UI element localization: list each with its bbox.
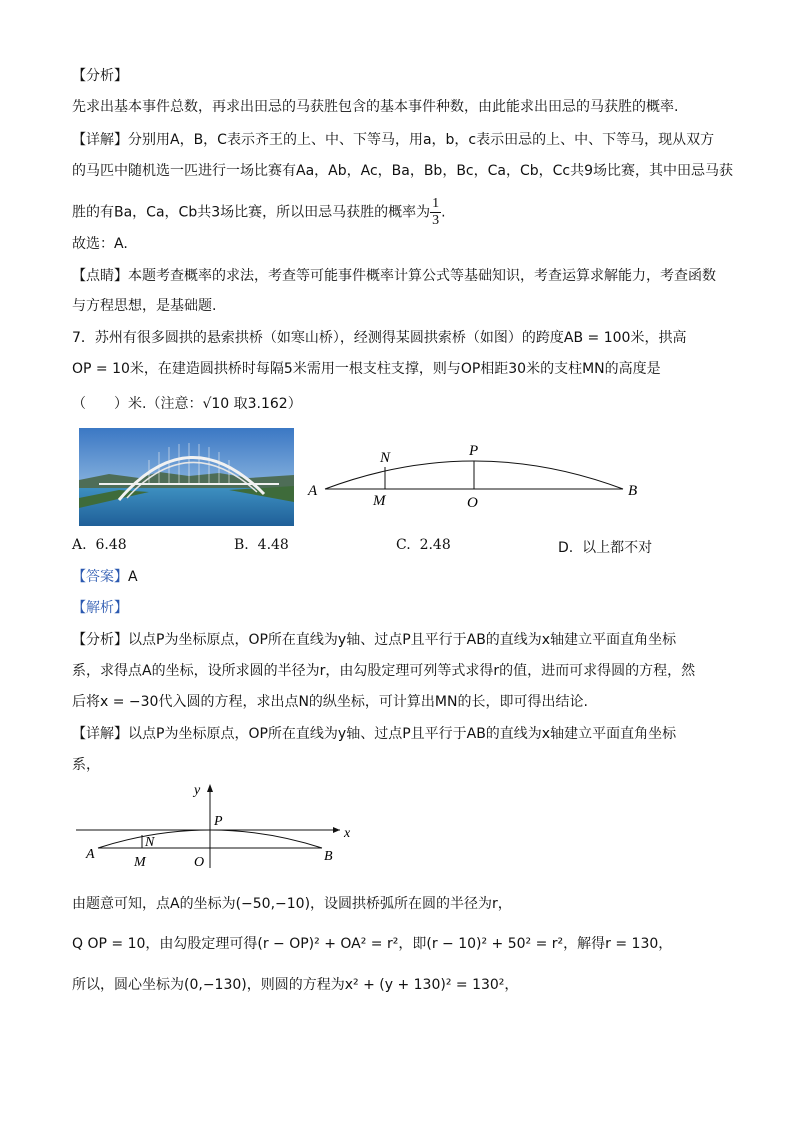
option-c: C. 2.48: [396, 537, 451, 553]
label-o: O: [467, 495, 478, 511]
question-line-2: OP = 10米，在建造圆拱桥时每隔5米需用一根支柱支撑，则与OP相距30米的支柱MN的高度是: [72, 361, 661, 377]
analysis2-line-1: 【分析】以点P为坐标原点，OP所在直线为y轴、过点P且平行于AB的直线为x轴建立平面直角坐标: [72, 632, 677, 648]
label-n: N: [380, 450, 391, 466]
option-d: D. 以上都不对: [558, 540, 653, 556]
comment-line-2: 与方程思想，是基础题.: [72, 298, 217, 314]
question-line-1: 7．苏州有很多圆拱的悬索拱桥（如寒山桥），经测得某圆拱索桥（如图）的跨度AB = 100米，拱高: [72, 330, 687, 346]
detail2-line-1: 【详解】以点P为坐标原点，OP所在直线为y轴、过点P且平行于AB的直线为x轴建立平面直角坐标: [72, 726, 677, 742]
label-m: M: [373, 493, 386, 509]
label-m: M: [134, 855, 146, 870]
label-p: P: [469, 443, 479, 459]
label-b: B: [628, 483, 638, 499]
step-3: 所以，圆心坐标为(0,−130)，则圆的方程为x² + (y + 130)² = 130²，: [72, 977, 519, 993]
label-a: A: [308, 483, 318, 499]
y-axis-arrow: [207, 784, 213, 792]
label-p: P: [214, 814, 223, 829]
question-line-3: （ ）米.（注意：√10 取3.162）: [72, 396, 302, 412]
detail-line-1: 【详解】分别用A，B，C表示齐王的上、中、下等马，用a，b，c表示田忌的上、中、下等马，现从双方: [72, 132, 715, 148]
probability-fraction: $\frac{1}{3}$: [432, 196, 440, 228]
step-2: Q OP = 10，由勾股定理可得(r − OP)² + OA² = r²，即(r − 10)² + 50² = r²，解得r = 130，: [72, 936, 673, 952]
comment-line-1: 【点睛】本题考查概率的求法，考查等可能事件概率计算公式等基础知识，考查运算求解能力，考查函数: [72, 268, 716, 284]
label-o: O: [194, 855, 205, 870]
answer-choice: 故选：A.: [72, 236, 128, 252]
coordinate-diagram: [74, 780, 354, 872]
label-a: A: [86, 847, 95, 862]
detail2-line-2: 系，: [72, 757, 100, 773]
label-x: x: [344, 826, 351, 841]
label-y: y: [194, 783, 201, 798]
analysis2-line-3: 后将x = −30代入圆的方程，求出点N的纵坐标，可计算出MN的长，即可得出结论.: [72, 694, 588, 710]
option-b: B. 4.48: [234, 537, 289, 553]
analysis-heading: 【分析】: [72, 68, 128, 84]
bridge-photo: [79, 428, 294, 526]
label-b: B: [324, 849, 333, 864]
solution-heading: 【解析】: [72, 600, 128, 616]
answer-line: 【答案】A: [72, 569, 138, 585]
option-a: A. 6.48: [72, 537, 127, 553]
arch-diagram: [300, 440, 660, 515]
detail-line-3: 胜的有Ba，Ca，Cb共3场比赛，所以田忌马获胜的概率为 $\frac{1}{3}$ .: [72, 196, 446, 228]
x-axis-arrow: [333, 827, 340, 833]
label-n: N: [145, 835, 155, 850]
analysis2-line-2: 系，求得点A的坐标，设所求圆的半径为r，由勾股定理可列等式求得r的值，进而可求得圆的方程，然: [72, 663, 696, 679]
step-1: 由题意可知，点A的坐标为(−50,−10)，设圆拱桥弧所在圆的半径为r，: [72, 896, 512, 912]
analysis-text: 先求出基本事件总数，再求出田忌的马获胜包含的基本事件种数，由此能求出田忌的马获胜的概率.: [72, 99, 679, 115]
detail-line-2: 的马匹中随机选一匹进行一场比赛有Aa，Ab，Ac，Ba，Bb，Bc，Ca，Cb，Cc共9场比赛，其中田忌马获: [72, 163, 734, 179]
